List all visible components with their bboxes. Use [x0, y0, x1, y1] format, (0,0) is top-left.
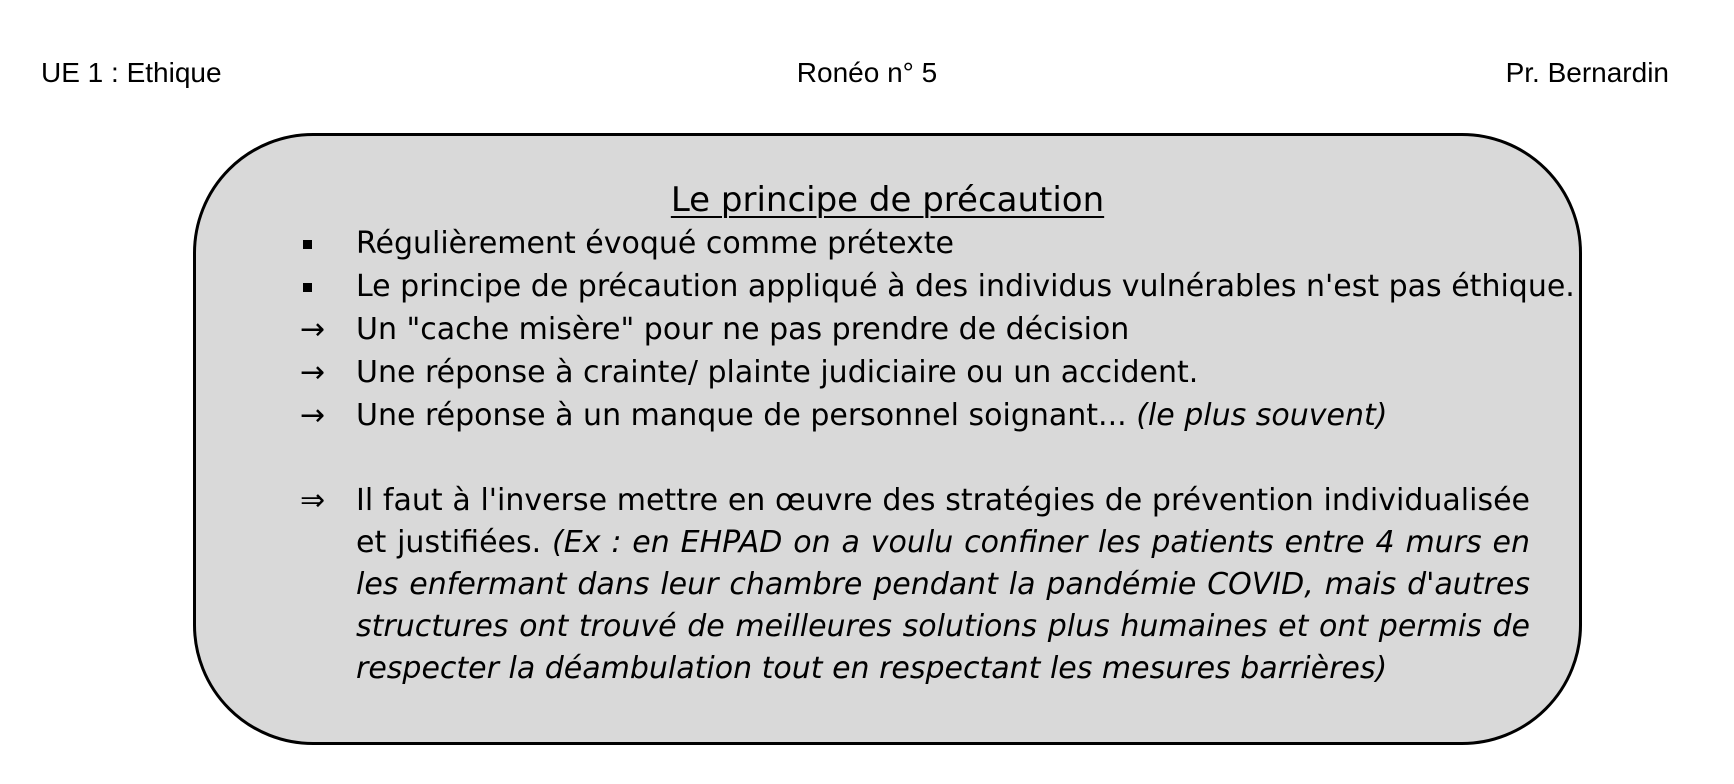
arrow-right-icon: → — [300, 355, 326, 390]
arrow-item-content — [356, 351, 1198, 394]
arrow-item-content — [356, 394, 1387, 437]
arrow-right-icon: → — [300, 312, 326, 347]
header-roneo-number: Ronéo n° 5 — [796, 57, 938, 88]
conclusion-example: (Ex : en EHPAD on a voulu confiner les patients entre 4 murs en les enfermant dans leur chambre pendant la pandémie COVID, mais d'autres structures ont trouvé de meilleures solutions plus humaines et ont permis de respecter la déambulation tout en respectant les mesures barrières) — [356, 525, 1530, 686]
conclusion-text: Il faut à l'inverse mettre en œuvre des stratégies de prévention individualisée et justifiées. — [356, 483, 1530, 560]
arrow-item-content — [356, 308, 1129, 351]
bullet-text: Régulièrement évoqué comme prétexte — [356, 226, 955, 261]
box-title: Le principe de précaution — [670, 180, 1105, 220]
square-bullet-icon — [300, 265, 330, 308]
arrow-text: Une réponse à un manque de personnel soignant... — [356, 398, 1137, 433]
arrow-right-icon: → — [300, 398, 326, 433]
summary-box — [193, 133, 1582, 745]
square-bullet-icon — [300, 222, 330, 265]
header-course: UE 1 : Ethique — [41, 57, 222, 88]
arrow-text: Un "cache misère" pour ne pas prendre de décision — [356, 312, 1130, 347]
bullet-text: Le principe de précaution appliqué à des individus vulnérables n'est pas éthique. — [356, 269, 1575, 304]
header-professor: Pr. Bernardin — [1505, 57, 1669, 88]
conclusion-paragraph — [356, 480, 1530, 690]
arrow-text: Une réponse à crainte/ plainte judiciaire ou un accident. — [356, 355, 1199, 390]
implies-arrow-icon: ⇒ — [300, 483, 326, 518]
arrow-italic-note: (le plus souvent) — [1136, 398, 1388, 433]
